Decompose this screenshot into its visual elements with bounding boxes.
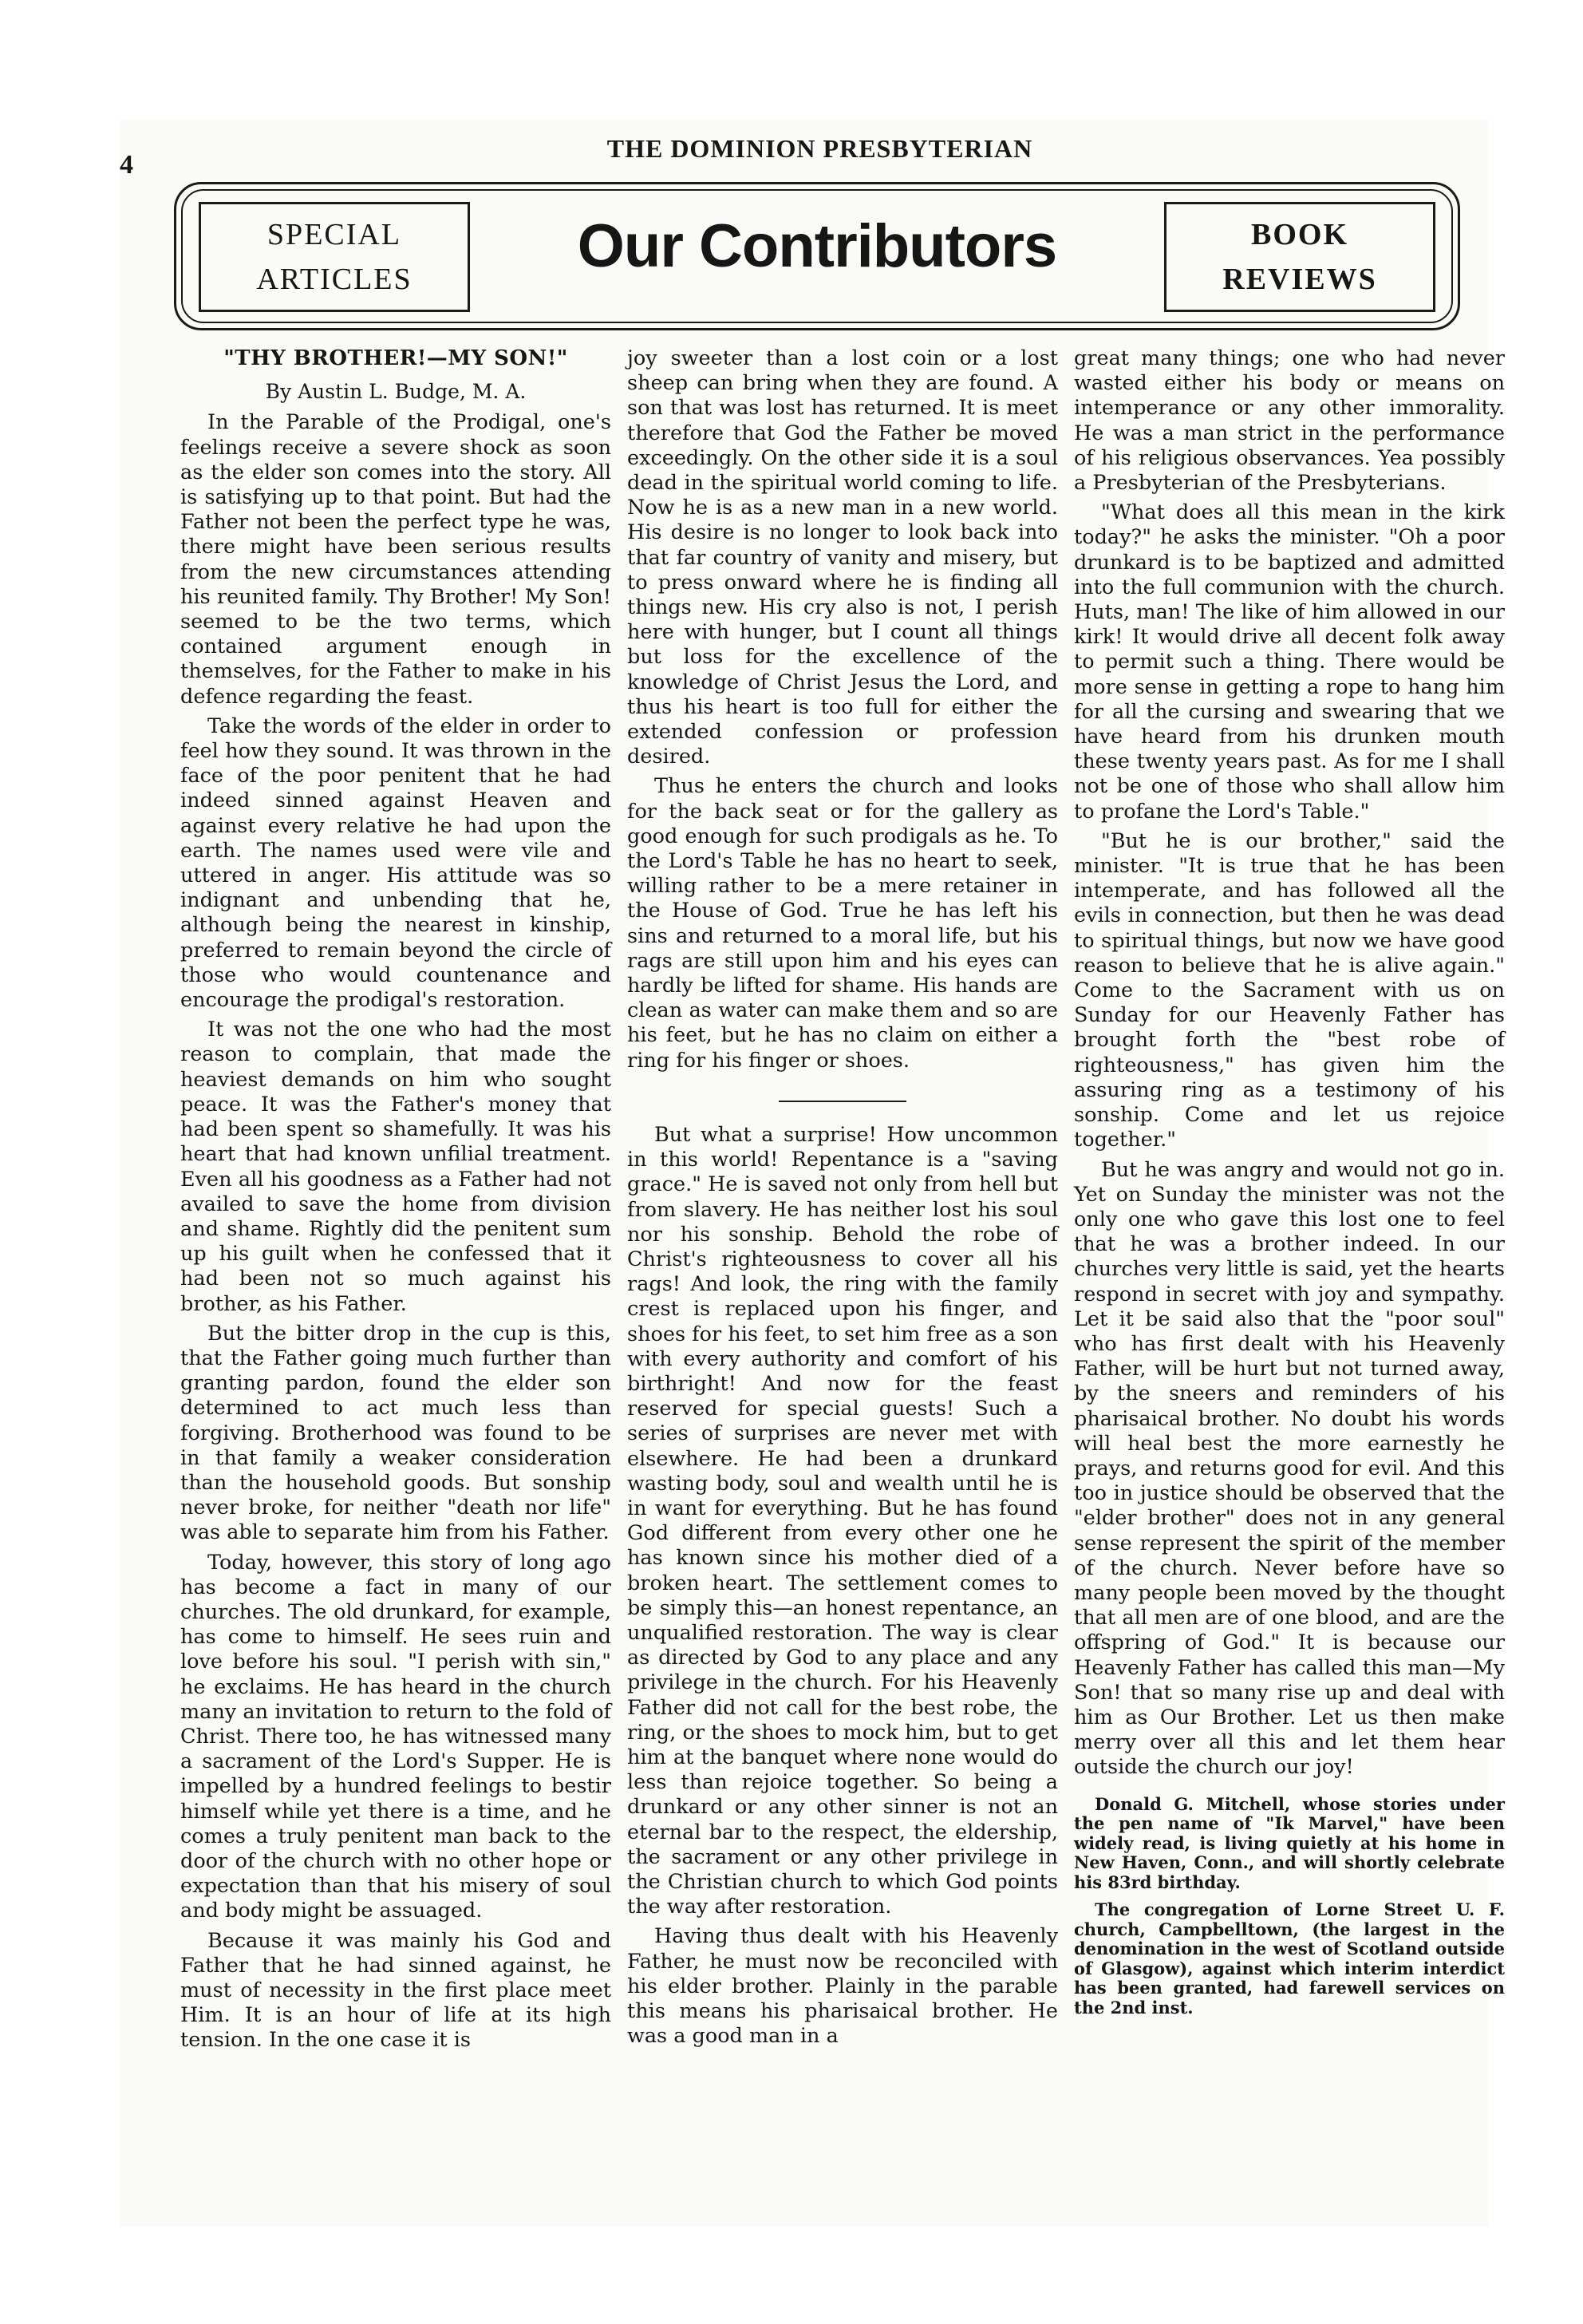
paragraph: It was not the one who had the most reason to complain, that made the heaviest demands on him who sought peace. It was the Father's money that had been spent so shamefully. It was his heart that had known unfilial treatment. Even all his goodness as a Father had not availed to save the home from division and shame. Rightly did the penitent sum up his guilt when he confessed that it had been not so much against his brother, as his Father. xyxy=(180,1018,611,1316)
paragraph: joy sweeter than a lost coin or a lost sheep can bring when they are found. A son that was lost has returned. It is meet therefore that God the Father be moved exceedingly. On the other side it is a soul dead in the spiritual world coming to life. Now he is as a new man in a new world. His desire is no longer to look back into that far country of vanity and misery, but to press onward where he is finding all things new. His cry also is not, I perish here with hunger, but I count all things but loss for the excellence of the knowledge of Christ Jesus the Lord, and thus his heart is too full for either the extended confession or profession desired. xyxy=(627,346,1058,769)
news-note: Donald G. Mitchell, whose stories under the pen name of "Ik Marvel," have been widely read, is living quietly at his home in New Haven, Conn., and will shortly celebrate his 83rd birthday. xyxy=(1074,1793,1505,1892)
paragraph: In the Parable of the Prodigal, one's feelings receive a severe shock as soon as the elder son comes into the story. All is satisfying up to that point. But had the Father not been the perfect type he was, there might have been serious results from the new circumstances attending his reunited family. Thy Brother! My Son! seemed to be the two terms, which contained argument enough in themselves, for the Father to make in his defence regarding the feast. xyxy=(180,410,611,709)
column-3 xyxy=(1074,346,1505,2026)
paragraph: But he was angry and would not go in. Yet on Sunday the minister was not the only one who gave this lost one to feel that he was a brother indeed. In our churches very little is said, yet the hearts respond in secret with joy and sympathy. Let it be said also that the "poor soul" who has first dealt with his Heavenly Father, will be hurt but not turned away, by the sneers and reminders of his pharisaical brother. No doubt his words will heal best the more earnestly he prays, and returns good for evil. And this too in justice should be observed that the "elder brother" does not in any general sense represent the spirit of the member of the church. Never before have so many people been moved by the thought that all men are of one blood, and are the offspring of God." It is because our Heavenly Father has called this man—My Son! that so many rise up and deal with him as Our Brother. Let us then make merry over all this and let them hear outside the church our joy! xyxy=(1074,1157,1505,1780)
paragraph: great many things; one who had never wasted either his body or means on intemperance or any other immorality. He was a man strict in the performance of his religious observances. Yea possibly a Presbyterian of the Presbyterians. xyxy=(1074,346,1505,496)
section-divider xyxy=(779,1101,906,1102)
book-reviews-line-1: BOOK xyxy=(1250,218,1349,251)
paragraph: Because it was mainly his God and Father that he had sinned against, he must of necessity in the first place meet Him. It is an hour of life at its high tension. In the one case it is xyxy=(180,1928,611,2053)
page-number: 4 xyxy=(120,150,133,180)
news-note: The congregation of Lorne Street U. F. church, Campbelltown, (the largest in the denomination in the west of Scotland outside of Glasgow), against which interim interdict has been granted, had farewell services on the 2nd inst. xyxy=(1074,1899,1505,2018)
paragraph: But what a surprise! How uncommon in this world! Repentance is a "saving grace." He is saved not only from hell but from slavery. He has neither lost his soul nor his sonship. Behold the robe of Christ's righteousness to cover all his rags! And look, the ring with the family crest is replaced upon his finger, and shoes for his feet, to set him free as a son with every authority and comfort of his birthright! And now for the feast reserved for special guests! Such a series of surprises are never met with elsewhere. He had been a drunkard wasting body, soul and wealth until he is in want for everything. But he has found God different from every other one he has known since his mother died of a broken heart. The settlement comes to be simply this—an honest repentance, an unqualified restoration. The way is clear as directed by God to any place and any privilege in the church. For his Heavenly Father did not call for the best robe, the ring, or the shoes to mock him, but to get him at the banquet where none would do less than rejoice together. So being a drunkard or any other sinner is not an eternal bar to the respect, the eldership, the sacrament or any other privilege in the Christian church to which God points the way after restoration. xyxy=(627,1122,1058,1919)
paragraph: Take the words of the elder in order to feel how they sound. It was thrown in the face of the poor penitent that he had indeed sinned against Heaven and against every relative he had upon the earth. The names used were vile and uttered in anger. His attitude was so indignant and unbending that he, although being the nearest in kinship, preferred to remain beyond the circle of those who would countenance and encourage the prodigal's restoration. xyxy=(180,713,611,1013)
column-2 xyxy=(627,346,1058,2053)
news-notes xyxy=(1074,1795,1505,2018)
book-reviews-box xyxy=(1164,202,1435,312)
paragraph: But the bitter drop in the cup is this, that the Father going much further than granting pardon, found the elder son determined to act much less than forgiving. Brotherhood was found to be in that family a weaker consideration than the household goods. But sonship never broke, for neither "death nor life" was able to separate him from his Father. xyxy=(180,1321,611,1545)
article-byline: By Austin L. Budge, M. A. xyxy=(265,380,527,404)
special-articles-line-1: SPECIAL xyxy=(266,218,402,251)
paragraph: "But he is our brother," said the minister. "It is true that he has been intemperate, and has followed all the evils in connection, but then he was dead to spiritual things, but now we have good reason to believe that he is alive again." Come to the Sacrament with us on Sunday for our Heavenly Father has brought forth the "best robe of righteousness," has given him the assuring ring as a testimony of his sonship. Come and let us rejoice together." xyxy=(1074,828,1505,1152)
paragraph: Thus he enters the church and looks for the back seat or for the gallery as good enough for such prodigals as he. To the Lord's Table he has no heart to seek, willing rather to be a mere retainer in the House of God. True he has left his sins and returned to a moral life, but his rags are still upon him and his eyes can hardly be lifted for shame. His hands are clean as water can make them and so are his feet, but he has no claim on either a ring for his finger or shoes. xyxy=(627,774,1058,1073)
section-title: Our Contributors xyxy=(577,212,1057,280)
book-reviews-line-2: REVIEWS xyxy=(1222,263,1377,296)
paragraph: Having thus dealt with his Heavenly Father, he must now be reconciled with his elder brother. Plainly in the parable this means his pharisaical brother. He was a good man in a xyxy=(627,1924,1058,2049)
special-articles-line-2: ARTICLES xyxy=(256,263,413,296)
article-title: "THY BROTHER!—MY SON!" xyxy=(223,346,568,370)
special-articles-box xyxy=(199,202,470,312)
column-1 xyxy=(180,346,611,2058)
paragraph: "What does all this mean in the kirk today?" he asks the minister. "Oh a poor drunkard is to be baptized and admitted into the full communion with the church. Huts, man! The like of him allowed in our kirk! It would drive all decent folk away to permit such a thing. There would be more sense in getting a rope to hang him for all the cursing and swearing that we have heard from his drunken mouth these twenty years past. As for me I shall not be one of those who shall allow him to profane the Lord's Table." xyxy=(1074,500,1505,824)
section-banner xyxy=(174,182,1460,330)
newspaper-page xyxy=(120,120,1505,2227)
paragraph: Today, however, this story of long ago has become a fact in many of our churches. The old drunkard, for example, has come to himself. He sees ruin and love before his soul. "I perish with sin," he exclaims. He has heard in the church many an invitation to return to the fold of Christ. There too, he has witnessed many a sacrament of the Lord's Supper. He is impelled by a hundred feelings to bestir himself while yet there is a time, and he comes a truly penitent man back to the door of the church with no other hope or expectation than that his misery of soul and body might be assuaged. xyxy=(180,1550,611,1923)
running-head: THE DOMINION PRESBYTERIAN xyxy=(606,134,1033,163)
